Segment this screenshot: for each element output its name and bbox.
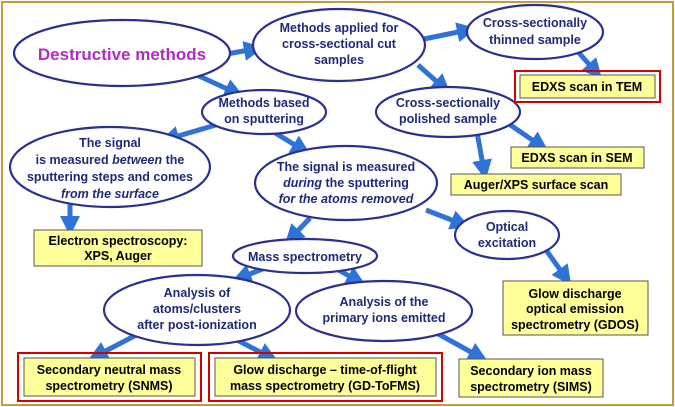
node-label-line: The signal is measured — [276, 160, 416, 174]
node-label-line: is measured between the — [35, 153, 185, 167]
node-label-line: Methods applied for — [279, 21, 399, 35]
node-signal-during — [255, 146, 437, 220]
box-edxs-sem — [511, 147, 644, 168]
box-snms — [18, 353, 201, 401]
box-gdos — [503, 281, 648, 335]
box-electron-spectroscopy — [34, 230, 202, 266]
box-label-line: Secondary ion mass — [470, 364, 592, 378]
box-label-line: mass spectrometry (GD-ToFMS) — [229, 379, 421, 393]
box-label-line: EDXS scan in SEM — [521, 151, 633, 165]
box-label-line: optical emission — [526, 302, 624, 316]
arrow-polished-to-auger — [477, 132, 484, 171]
node-label-line: sputtering steps and comes — [26, 170, 194, 184]
node-label-line: polished sample — [399, 112, 497, 126]
node-label-line: Optical — [485, 220, 529, 234]
node-label-line: during the sputtering — [283, 176, 409, 190]
arrow-cut-to-polished — [418, 65, 444, 88]
box-label-line: Auger/XPS surface scan — [463, 178, 609, 192]
node-label-line: Cross-sectionally — [395, 96, 501, 110]
node-label-line: from the surface — [61, 187, 159, 201]
node-label-line: Mass spectrometry — [248, 250, 362, 264]
node-label-line: excitation — [477, 236, 537, 250]
node-sputtering — [202, 90, 326, 134]
node-label-line: Methods based — [218, 96, 310, 110]
node-thinned-sample — [467, 5, 603, 59]
node-label-line: after post-ionization — [137, 318, 257, 332]
node-signal-between — [10, 127, 210, 207]
box-label-line: spectrometry (GDOS) — [511, 318, 639, 332]
box-label-line: spectrometry (SNMS) — [45, 379, 173, 393]
box-label-line: XPS, Auger — [84, 249, 152, 263]
node-label-line: The signal — [79, 136, 141, 150]
arrow-polished-to-sem — [509, 124, 541, 146]
box-label-line: spectrometry (SIMS) — [470, 380, 592, 394]
box-edxs-tem — [515, 71, 660, 102]
box-auger-xps — [451, 174, 621, 195]
node-optical-excitation — [455, 211, 559, 259]
box-label-line: Glow discharge — [528, 287, 622, 301]
box-sims — [459, 359, 603, 397]
node-label-line: Analysis of — [163, 286, 231, 300]
arrow-postionization-to-gdtofms — [237, 340, 270, 357]
node-label-line: thinned sample — [489, 33, 581, 47]
arrow-during-to-optical — [426, 210, 462, 224]
node-cross-sectional-cut — [253, 9, 425, 81]
node-polished-sample — [376, 87, 520, 137]
node-label-line: atoms/clusters — [152, 302, 242, 316]
node-label-line: Analysis of the — [339, 295, 429, 309]
title-text: Destructive methods — [37, 45, 207, 64]
arrow-cut-to-thinned — [419, 30, 468, 40]
box-label-line: Secondary neutral mass — [36, 363, 182, 377]
node-label-line: cross-sectional cut — [282, 37, 396, 51]
node-post-ionization — [104, 275, 290, 345]
node-label-line: Cross-sectionally — [482, 16, 588, 30]
node-mass-spectrometry — [233, 239, 377, 273]
box-label-line: Electron spectroscopy: — [48, 234, 188, 248]
node-label-line: for the atoms removed — [278, 192, 414, 206]
node-label-line: primary ions emitted — [322, 311, 446, 325]
arrow-during-to-mass — [291, 218, 310, 238]
box-gd-tofms — [209, 353, 442, 401]
node-primary-ions — [296, 281, 472, 341]
node-destructive-methods — [14, 20, 230, 86]
node-label-line: samples — [313, 53, 365, 67]
arrow-optical-to-gdos — [546, 250, 566, 278]
node-label-line: on sputtering — [224, 112, 304, 126]
box-label-line: Glow discharge – time-of-flight — [233, 363, 417, 377]
box-label-line: EDXS scan in TEM — [531, 80, 643, 94]
